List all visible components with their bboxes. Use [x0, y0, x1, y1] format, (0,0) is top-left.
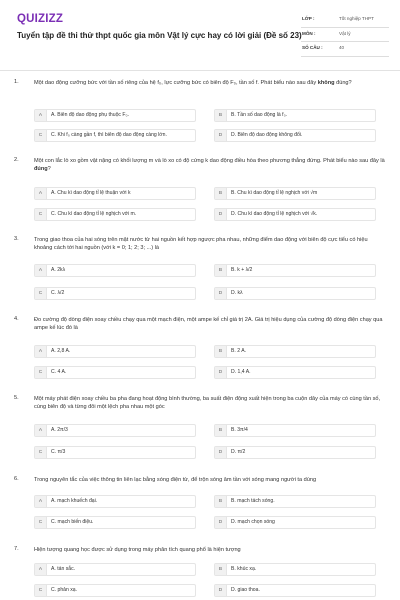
option-text: D. 1,4 A.: [231, 369, 251, 375]
question-number: 3.: [14, 236, 19, 242]
option-text: D. kλ: [231, 290, 243, 296]
option-letter: B: [215, 110, 227, 121]
option-letter: C: [35, 209, 47, 220]
option-letter: C: [35, 367, 47, 378]
option-text: C. λ/2: [51, 290, 65, 296]
option-letter: A: [35, 265, 47, 276]
option-text: A. Chu kì dao động tỉ lệ thuận với k: [51, 190, 131, 196]
answer-option-d[interactable]: [214, 446, 376, 459]
option-text: B. 3π/4: [231, 427, 248, 433]
option-text: A. Biên độ dao động phụ thuộc F₀.: [51, 112, 130, 118]
option-letter: C: [35, 447, 47, 458]
option-letter: B: [215, 564, 227, 575]
question-number: 4.: [14, 316, 19, 322]
option-text: D. mạch chọn sóng: [231, 519, 275, 525]
option-letter: B: [215, 496, 227, 507]
option-letter: A: [35, 496, 47, 507]
meta-row-subject: [301, 28, 389, 43]
answer-option-a[interactable]: [34, 187, 196, 200]
answer-option-c[interactable]: [34, 287, 196, 300]
option-text: A. 2π/3: [51, 427, 68, 433]
question-text-emphasis: đúng: [34, 166, 48, 172]
option-letter: A: [35, 346, 47, 357]
option-letter: D: [215, 209, 227, 220]
option-letter: B: [215, 425, 227, 436]
answer-option-b[interactable]: [214, 495, 376, 508]
option-letter: C: [35, 130, 47, 141]
option-text: A. tán sắc.: [51, 566, 76, 572]
meta-key: MÔN :: [302, 30, 316, 36]
worksheet-title: Tuyển tập đề thi thử thpt quốc gia môn Vật lý cực hay có lời giải (Đề số 23): [17, 31, 302, 40]
option-letter: B: [215, 346, 227, 357]
answer-option-c[interactable]: [34, 516, 196, 529]
option-letter: D: [215, 585, 227, 596]
question-text-part: Một dao động cưỡng bức với tần số riêng của hệ f₀, lực cưỡng bức có biên độ F₀, tần số f. Phát biểu nào sau đây: [34, 80, 318, 86]
answer-option-a[interactable]: [34, 109, 196, 122]
option-letter: C: [35, 517, 47, 528]
meta-value: 40: [339, 45, 345, 50]
question-number: 6.: [14, 476, 19, 482]
option-letter: D: [215, 130, 227, 141]
question-number: 2.: [14, 157, 19, 163]
option-text: A. 2,8 A.: [51, 348, 71, 354]
question-text-part: đúng?: [334, 80, 352, 86]
option-letter: D: [215, 367, 227, 378]
option-letter: D: [215, 288, 227, 299]
option-text: C. mạch biến điệu.: [51, 519, 94, 525]
option-letter: A: [35, 110, 47, 121]
quizizz-logo: QUIZIZZ: [17, 13, 64, 25]
question-number: 7.: [14, 546, 19, 552]
option-letter: A: [35, 188, 47, 199]
answer-option-b[interactable]: [214, 563, 376, 576]
option-text: D. Biên độ dao động không đổi.: [231, 132, 303, 138]
worksheet-header: [0, 0, 400, 68]
option-letter: A: [35, 564, 47, 575]
answer-option-d[interactable]: [214, 129, 376, 142]
answer-option-a[interactable]: [34, 424, 196, 437]
meta-row-class: [301, 13, 389, 28]
option-text: B. mạch tách sóng.: [231, 498, 275, 504]
answer-option-a[interactable]: [34, 264, 196, 277]
option-text: C. 4 A.: [51, 369, 67, 375]
question-number: 1.: [14, 79, 19, 85]
option-text: C. phản xạ.: [51, 587, 78, 593]
question-text-part: ?: [47, 166, 51, 172]
option-text: B. k + λ/2: [231, 267, 253, 273]
answer-option-c[interactable]: [34, 584, 196, 597]
option-letter: A: [35, 425, 47, 436]
answer-option-d[interactable]: [214, 208, 376, 221]
option-letter: C: [35, 585, 47, 596]
option-text: B. 2 A.: [231, 348, 247, 354]
option-letter: C: [35, 288, 47, 299]
meta-value: Vật lý: [339, 30, 351, 36]
question-text: Đo cường độ dòng điện xoay chiều chạy qua một mạch điện, một ampe kế chỉ giá trị 2A. Giá trị hiệu dụng của cường độ dòng điện chạy qua ampe kế lúc đó là: [34, 317, 383, 331]
option-text: C. Chu kì dao động tỉ lệ nghịch với m.: [51, 211, 137, 217]
answer-option-b[interactable]: [214, 264, 376, 277]
question-number: 5.: [14, 395, 19, 401]
option-text: A. 2kλ: [51, 267, 66, 273]
option-text: B. Chu kì dao động tỉ lệ nghịch với √m: [231, 190, 318, 196]
option-text: A. mạch khuếch đại.: [51, 498, 98, 504]
answer-option-b[interactable]: [214, 187, 376, 200]
option-letter: D: [215, 517, 227, 528]
answer-option-a[interactable]: [34, 345, 196, 358]
meta-key: LỚP :: [302, 16, 315, 21]
answer-option-c[interactable]: [34, 129, 196, 142]
question-text: Trong giao thoa của hai sóng trên mặt nước từ hai nguồn kết hợp ngược pha nhau, những điểm dao động với biên độ cực tiểu có hiệu khoảng cách tới hai nguồn (với k = 0; 1; 2; 3; ...) là: [34, 237, 368, 251]
answer-option-b[interactable]: [214, 345, 376, 358]
answer-option-c[interactable]: [34, 366, 196, 379]
question-text: [34, 157, 386, 173]
option-text: C. π/3: [51, 449, 66, 455]
meta-row-question-count: [301, 42, 389, 57]
option-text: D. Chu kì dao động tỉ lệ nghịch với √k.: [231, 211, 318, 217]
answer-option-a[interactable]: [34, 495, 196, 508]
option-text: B. Tần số dao động là f₀.: [231, 112, 288, 118]
answer-option-d[interactable]: [214, 366, 376, 379]
option-text: B. khúc xạ.: [231, 566, 257, 572]
header-divider: [0, 70, 400, 71]
answer-option-c[interactable]: [34, 208, 196, 221]
answer-option-a[interactable]: [34, 563, 196, 576]
question-text-emphasis: không: [317, 80, 335, 86]
option-text: D. giao thoa.: [231, 587, 260, 593]
question-text-part: Một con lắc lò xo gồm vật nặng có khối lượng m và lò xo có độ cứng k dao động điều hòa theo phương thẳng đứng. Phát biểu nào sau đây là: [34, 158, 385, 164]
question-text: Trong nguyên tắc của việc thông tin liên lạc bằng sóng điện từ, để trộn sóng âm tần với sóng mang người ta dùng: [34, 477, 317, 483]
answer-option-b[interactable]: [214, 109, 376, 122]
answer-option-b[interactable]: [214, 424, 376, 437]
option-text: C. Khi f₀ càng gần f, thì biên độ dao động càng lớn.: [51, 132, 167, 138]
question-text: Hiện tượng quang học được sử dụng trong máy phân tích quang phổ là hiện tượng: [34, 547, 241, 553]
meta-value: Tốt nghiệp THPT: [339, 16, 374, 21]
option-letter: B: [215, 188, 227, 199]
answer-option-d[interactable]: [214, 516, 376, 529]
answer-option-c[interactable]: [34, 446, 196, 459]
worksheet-meta-table: [301, 13, 389, 57]
option-text: D. π/2: [231, 449, 246, 455]
answer-option-d[interactable]: [214, 584, 376, 597]
option-letter: D: [215, 447, 227, 458]
meta-key: SỐ CÂU :: [302, 45, 323, 50]
answer-option-d[interactable]: [214, 287, 376, 300]
option-letter: B: [215, 265, 227, 276]
question-text: [34, 79, 386, 87]
question-text: Một máy phát điện xoay chiều ba pha đang hoạt động bình thường, ba suất điện động xuất hiện trong ba cuộn dây của máy có cùng tần số, cùng biên độ và từng đôi một lệch pha nhau một góc: [34, 396, 381, 410]
